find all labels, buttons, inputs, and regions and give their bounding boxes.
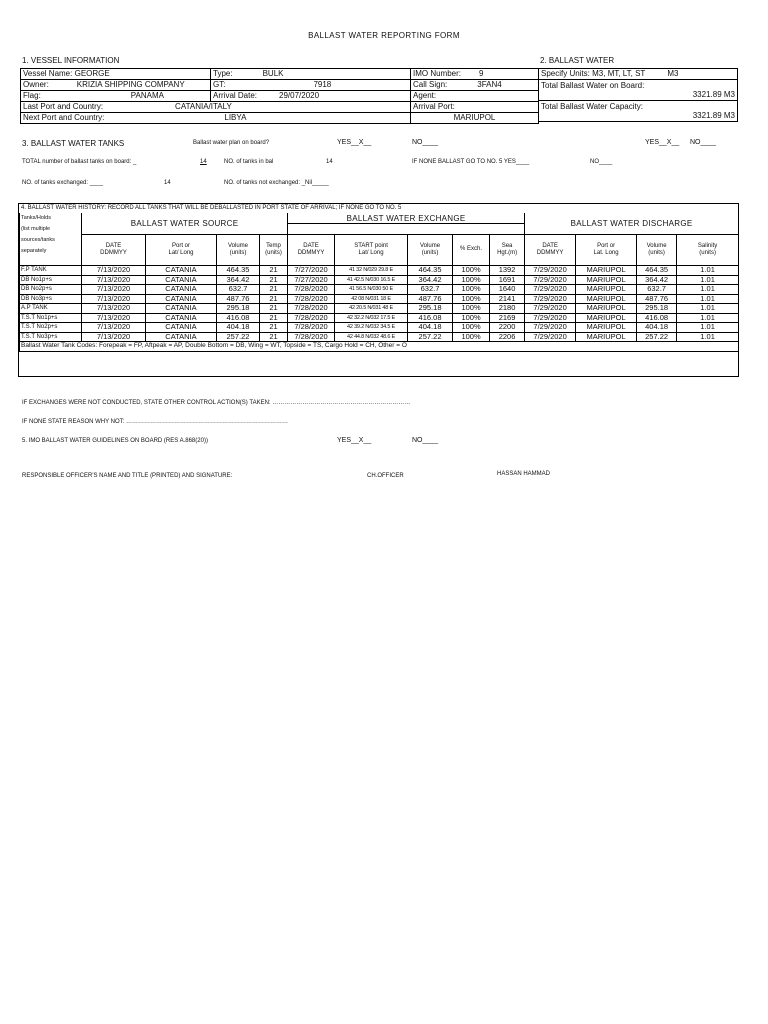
in-bal-value: 14	[326, 159, 333, 165]
in-bal-label: NO. of tanks in bal	[224, 159, 274, 165]
tank-header-cell: Tanks/Holds (list multiple sources/tanks separately	[20, 213, 82, 266]
table-cell: 487.76	[408, 294, 453, 304]
imo-cell: IMO Number: 9	[411, 69, 539, 80]
table-cell: 2141	[490, 294, 525, 304]
table-cell: T.S.T No3p+s	[20, 332, 82, 342]
table-cell: CATANIA	[146, 332, 217, 342]
vessel-info-table	[20, 68, 539, 124]
table-cell: 404.18	[408, 323, 453, 333]
column-header: % Exch.	[453, 235, 490, 266]
table-cell: 404.18	[217, 323, 260, 333]
next-port-value: LIBYA	[224, 113, 247, 122]
table-cell: 7/29/2020	[525, 275, 576, 285]
units-cell: Specify Units: M3, MT, LT, ST M3	[539, 69, 738, 80]
table-cell: 416.08	[637, 313, 677, 323]
table-row	[20, 332, 739, 342]
table-cell: 7/28/2020	[288, 313, 335, 323]
plan-yes: YES__X__	[337, 139, 372, 146]
exchange-spacer	[288, 224, 525, 235]
owner-cell: Owner: KRIZIA SHIPPING COMPANY	[21, 80, 211, 91]
none-state-line: IF NONE STATE REASON WHY NOT: ………………………………………………………………………	[22, 419, 289, 425]
table-cell: 404.18	[637, 323, 677, 333]
table-cell: 7/27/2020	[288, 275, 335, 285]
table-cell: 21	[260, 275, 288, 285]
table-row	[20, 275, 739, 285]
column-header: Volume (units)	[408, 235, 453, 266]
table-cell: 21	[260, 285, 288, 295]
table-cell: 7/29/2020	[525, 294, 576, 304]
table-cell: 41 32 N/029 29.8 E	[335, 266, 408, 276]
table-cell: MARIUPOL	[576, 313, 637, 323]
table-cell: 7/13/2020	[82, 304, 146, 314]
flag-value: PANAMA	[130, 91, 164, 100]
flag-cell: Flag: PANAMA	[21, 91, 211, 102]
imo-yes: YES__X__	[337, 437, 372, 444]
table-cell: 1.01	[677, 332, 739, 342]
table-cell: 7/29/2020	[525, 323, 576, 333]
table-cell: 100%	[453, 304, 490, 314]
table-cell: 21	[260, 313, 288, 323]
table-cell: CATANIA	[146, 285, 217, 295]
table-cell: A.P TANK	[20, 304, 82, 314]
table-cell: 464.35	[408, 266, 453, 276]
type-cell: Type: BULK	[211, 69, 411, 80]
total-tanks-label: TOTAL number of ballast tanks on board: _	[22, 159, 137, 165]
call-sign-value: 3FAN4	[477, 80, 502, 89]
table-cell: DB No2p+s	[20, 285, 82, 295]
table-cell: 7/27/2020	[288, 266, 335, 276]
column-header: START point Lat/ Long	[335, 235, 408, 266]
if-none-no: NO____	[590, 159, 613, 165]
tank-codes-note: Ballast Water Tank Codes: Forepeak = FP, Aftpeak = AP, Double Bottom = DB, Wing = WT, Topside = TS, Cargo Hold = CH, Other = O	[20, 342, 739, 352]
table-cell: 2206	[490, 332, 525, 342]
officer-title: CH.OFFICER	[367, 473, 404, 479]
last-port-value: CATANIA/ITALY	[175, 102, 232, 111]
next-port-extra-value: MARIUPOL	[453, 113, 496, 122]
table-cell: 1691	[490, 275, 525, 285]
tanks-section-title: 3. BALLAST WATER TANKS	[22, 139, 125, 148]
table-cell: 21	[260, 266, 288, 276]
history-table	[19, 213, 739, 352]
table-cell: MARIUPOL	[576, 304, 637, 314]
column-header: Volume (units)	[217, 235, 260, 266]
table-cell: 464.35	[217, 266, 260, 276]
table-cell: 42 32.2 N/032 17.5 E	[335, 313, 408, 323]
table-cell: 632.7	[217, 285, 260, 295]
table-cell: 257.22	[408, 332, 453, 342]
column-header: Temp (units)	[260, 235, 288, 266]
capacity-cell: Total Ballast Water Capacity: 3321.89 M3	[539, 101, 738, 122]
table-cell: 295.18	[637, 304, 677, 314]
table-cell: 100%	[453, 275, 490, 285]
table-cell: 42 44.8 N/032 48.6 E	[335, 332, 408, 342]
table-cell: 7/28/2020	[288, 285, 335, 295]
table-cell: 7/13/2020	[82, 275, 146, 285]
table-cell: 42 20.5 N/031 48 E	[335, 304, 408, 314]
table-cell: 100%	[453, 323, 490, 333]
source-header: BALLAST WATER SOURCE	[82, 213, 288, 235]
table-cell: 7/13/2020	[82, 313, 146, 323]
table-cell: MARIUPOL	[576, 323, 637, 333]
table-cell: 7/13/2020	[82, 285, 146, 295]
table-cell: 295.18	[408, 304, 453, 314]
table-cell: MARIUPOL	[576, 266, 637, 276]
history-rows	[20, 266, 739, 342]
vessel-name-value: GEORGE	[74, 69, 110, 78]
table-cell: 41 56.5 N/030 50 E	[335, 285, 408, 295]
table-cell: 1.01	[677, 275, 739, 285]
total-tanks-value: 14	[200, 159, 207, 165]
table-cell: 1.01	[677, 266, 739, 276]
ballast-section-title: 2. BALLAST WATER	[540, 56, 615, 65]
table-row	[20, 266, 739, 276]
table-cell: DB No3p+s	[20, 294, 82, 304]
table-cell: 1.01	[677, 285, 739, 295]
table-cell: 2200	[490, 323, 525, 333]
table-cell: 21	[260, 332, 288, 342]
table-cell: 2180	[490, 304, 525, 314]
table-cell: 7/29/2020	[525, 285, 576, 295]
ballast-water-table	[538, 68, 738, 122]
table-cell: 257.22	[637, 332, 677, 342]
table-cell: CATANIA	[146, 266, 217, 276]
table-row	[20, 323, 739, 333]
imo-guidelines-label: 5. IMO BALLAST WATER GUIDELINES ON BOARD (RES A.868(20))	[22, 438, 208, 444]
table-cell: 632.7	[637, 285, 677, 295]
table-cell: 632.7	[408, 285, 453, 295]
gt-value: 7918	[313, 80, 332, 89]
table-cell: 364.42	[637, 275, 677, 285]
column-header: Sea Hgt.(m)	[490, 235, 525, 266]
right-yes: YES__X__	[645, 139, 680, 146]
table-cell: 21	[260, 304, 288, 314]
table-cell: MARIUPOL	[576, 294, 637, 304]
agent-cell: Agent:	[411, 91, 539, 102]
table-cell: 7/13/2020	[82, 332, 146, 342]
table-cell: 100%	[453, 266, 490, 276]
arrival-date-value: 29/07/2020	[279, 91, 320, 100]
table-cell: 41 42.5 N/030 16.5 E	[335, 275, 408, 285]
table-cell: 100%	[453, 294, 490, 304]
table-row	[20, 285, 739, 295]
exchange-header: BALLAST WATER EXCHANGE	[288, 213, 525, 224]
table-row	[20, 294, 739, 304]
table-cell: 1.01	[677, 323, 739, 333]
if-none-label: IF NONE BALLAST GO TO NO. 5 YES____	[412, 159, 530, 165]
table-cell: 257.22	[217, 332, 260, 342]
table-cell: 100%	[453, 313, 490, 323]
table-cell: CATANIA	[146, 323, 217, 333]
type-value: BULK	[262, 69, 284, 78]
table-cell: 364.42	[408, 275, 453, 285]
table-cell: MARIUPOL	[576, 285, 637, 295]
table-cell: 7/28/2020	[288, 323, 335, 333]
table-cell: 1.01	[677, 304, 739, 314]
total-on-board-value: 3321.89 M3	[692, 90, 735, 99]
table-cell: 1.01	[677, 313, 739, 323]
table-row	[20, 313, 739, 323]
owner-value: KRIZIA SHIPPING COMPANY	[76, 80, 185, 89]
arrival-date-cell: Arrival Date: 29/07/2020	[211, 91, 411, 102]
table-cell: CATANIA	[146, 294, 217, 304]
table-cell: 7/28/2020	[288, 294, 335, 304]
table-cell: 487.76	[217, 294, 260, 304]
next-port-extra-cell	[411, 113, 539, 124]
table-cell: MARIUPOL	[576, 332, 637, 342]
column-header: Port or Lat. Long	[576, 235, 637, 266]
column-header: Volume (units)	[637, 235, 677, 266]
not-exchanged-label: NO. of tanks not exchanged: _Nil_____	[224, 180, 329, 186]
officer-name: HASSAN HAMMAD	[497, 471, 551, 477]
table-cell: 1640	[490, 285, 525, 295]
table-cell: 100%	[453, 285, 490, 295]
table-cell: 7/29/2020	[525, 332, 576, 342]
column-header: DATE DDMMYY	[288, 235, 335, 266]
table-cell: 487.76	[637, 294, 677, 304]
discharge-header: BALLAST WATER DISCHARGE	[525, 213, 739, 235]
gt-cell: GT: 7918	[211, 80, 411, 91]
table-cell: F.P TANK	[20, 266, 82, 276]
table-cell: 416.08	[408, 313, 453, 323]
table-cell: 7/29/2020	[525, 313, 576, 323]
table-cell: 364.42	[217, 275, 260, 285]
table-cell: 7/13/2020	[82, 323, 146, 333]
table-cell: 464.35	[637, 266, 677, 276]
table-cell: 2169	[490, 313, 525, 323]
table-cell: 21	[260, 294, 288, 304]
table-cell: T.S.T No2p+s	[20, 323, 82, 333]
plan-no: NO____	[412, 139, 439, 146]
table-cell: T.S.T No1p+s	[20, 313, 82, 323]
column-header: Port or Lat/ Long	[146, 235, 217, 266]
call-sign-cell: Call Sign: 3FAN4	[411, 80, 539, 91]
arrival-port-cell: Arrival Port:	[411, 102, 539, 113]
last-port-cell: Last Port and Country: CATANIA/ITALY	[21, 102, 411, 113]
table-cell: MARIUPOL	[576, 275, 637, 285]
column-header: DATE DDMMYY	[82, 235, 146, 266]
column-header: DATE DDMMYY	[525, 235, 576, 266]
plan-label: Ballast water plan on board?	[193, 140, 270, 146]
officer-label: RESPONSIBLE OFFICER'S NAME AND TITLE (PRINTED) AND SIGNATURE:	[22, 473, 233, 479]
capacity-value: 3321.89 M3	[692, 111, 735, 120]
table-cell: DB No1p+s	[20, 275, 82, 285]
table-cell: 7/13/2020	[82, 294, 146, 304]
table-cell: 416.08	[217, 313, 260, 323]
table-cell: 7/28/2020	[288, 304, 335, 314]
column-header: Salinity (units)	[677, 235, 739, 266]
table-cell: 42 08 N/031 18 E	[335, 294, 408, 304]
column-header-row	[20, 235, 739, 266]
table-cell: CATANIA	[146, 304, 217, 314]
history-section-title: 4. BALLAST WATER HISTORY: RECORD ALL TANKS THAT WILL BE DEBALLASTED IN PORT STATE OF ARRIVAL; IF NONE GO TO NO. 5	[21, 205, 402, 211]
table-cell: 100%	[453, 332, 490, 342]
units-value: M3	[667, 69, 679, 78]
form-title: BALLAST WATER REPORTING FORM	[308, 31, 460, 40]
table-cell: 42 39.2 N/032 34.5 E	[335, 323, 408, 333]
table-cell: 295.18	[217, 304, 260, 314]
right-no: NO____	[690, 139, 717, 146]
imo-no: NO____	[412, 437, 439, 444]
table-cell: CATANIA	[146, 275, 217, 285]
table-cell: 7/29/2020	[525, 266, 576, 276]
next-port-cell: Next Port and Country: LIBYA	[21, 113, 411, 124]
imo-value: 9	[479, 69, 484, 78]
table-cell: 1.01	[677, 294, 739, 304]
table-cell: 7/13/2020	[82, 266, 146, 276]
table-cell: 1392	[490, 266, 525, 276]
table-cell: 7/29/2020	[525, 304, 576, 314]
table-cell: 7/28/2020	[288, 332, 335, 342]
control-action-line: IF EXCHANGES WERE NOT CONDUCTED, STATE OTHER CONTROL ACTION(S) TAKEN: ……………………………………………………………	[22, 400, 411, 406]
exchanged-value: 14	[164, 180, 171, 186]
total-on-board-cell: Total Ballast Water on Board: 3321.89 M3	[539, 80, 738, 101]
vessel-section-title: 1. VESSEL INFORMATION	[22, 56, 120, 65]
table-row	[20, 304, 739, 314]
table-cell: 21	[260, 323, 288, 333]
vessel-name-cell: Vessel Name: GEORGE	[21, 69, 211, 80]
table-cell: CATANIA	[146, 313, 217, 323]
exchanged-label: NO. of tanks exchanged: ____	[22, 180, 104, 186]
